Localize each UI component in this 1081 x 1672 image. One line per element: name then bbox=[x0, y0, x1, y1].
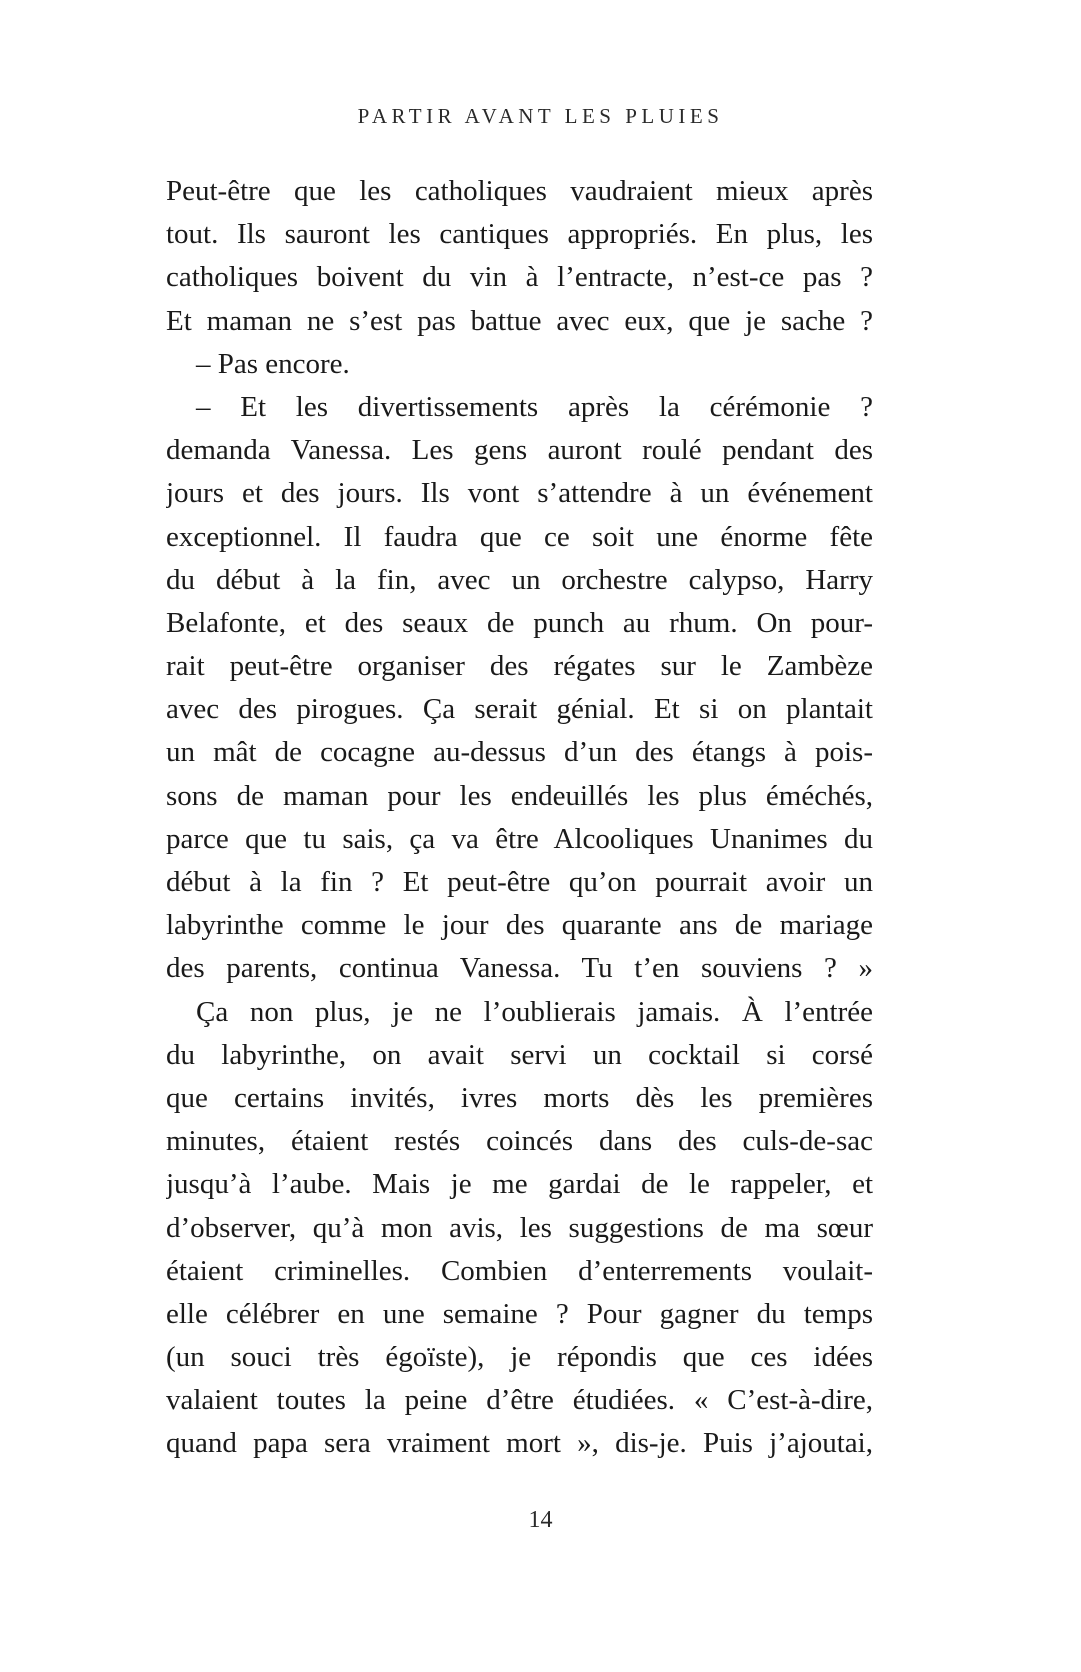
text-line: étaient criminelles. Combien d’enterrements voulait- bbox=[166, 1254, 873, 1287]
text-line: jours et des jours. Ils vont s’attendre à un événement bbox=[166, 477, 873, 510]
text-line: avec des pirogues. Ça serait génial. Et si on plantait bbox=[166, 693, 873, 726]
text-line: Peut-être que les catholiques vaudraient mieux après bbox=[166, 175, 873, 207]
text-line: minutes, étaient restés coincés dans des culs-de-sac bbox=[166, 1125, 873, 1158]
text-line: jusqu’à l’aube. Mais je me gardai de le rappeler, et bbox=[166, 1168, 873, 1201]
page-number: 14 bbox=[528, 1507, 553, 1533]
text-line: du labyrinthe, on avait servi un cocktail si corsé bbox=[166, 1038, 873, 1071]
text-line: parce que tu sais, ça va être Alcooliques Unanimes du bbox=[166, 822, 873, 855]
text-line: quand papa sera vraiment mort », dis-je. Puis j’ajoutai, bbox=[166, 1427, 873, 1460]
text-line: – Et les divertissements après la cérémonie ? bbox=[196, 390, 873, 423]
text-line: des parents, continua Vanessa. Tu t’en souviens ? » bbox=[166, 952, 873, 985]
text-line: tout. Ils sauront les cantiques appropriés. En plus, les bbox=[166, 218, 873, 251]
text-line: – Pas encore. bbox=[196, 347, 350, 380]
text-line: catholiques boivent du vin à l’entracte, n’est-ce pas ? bbox=[166, 261, 873, 294]
text-line: valaient toutes la peine d’être étudiées. « C’est-à-dire, bbox=[166, 1384, 873, 1417]
text-line: Et maman ne s’est pas battue avec eux, que je sache ? bbox=[166, 304, 873, 337]
text-line: d’observer, qu’à mon avis, les suggestions de ma sœur bbox=[166, 1211, 873, 1244]
text-line: du début à la fin, avec un orchestre calypso, Harry bbox=[166, 563, 873, 596]
text-line: Belafonte, et des seaux de punch au rhum. On pour- bbox=[166, 606, 873, 639]
text-line: sons de maman pour les endeuillés les plus éméchés, bbox=[166, 779, 873, 812]
text-line: demanda Vanessa. Les gens auront roulé pendant des bbox=[166, 434, 873, 467]
running-head: PARTIR AVANT LES PLUIES bbox=[357, 104, 724, 128]
text-line: labyrinthe comme le jour des quarante ans de mariage bbox=[166, 909, 873, 942]
body-text bbox=[166, 170, 873, 1466]
text-line: elle célébrer en une semaine ? Pour gagner du temps bbox=[166, 1297, 873, 1330]
text-line: un mât de cocagne au-dessus d’un des étangs à pois- bbox=[166, 736, 873, 769]
text-line: rait peut-être organiser des régates sur le Zambèze bbox=[166, 650, 873, 683]
text-line: début à la fin ? Et peut-être qu’on pourrait avoir un bbox=[166, 866, 873, 898]
text-line: Ça non plus, je ne l’oublierais jamais. À l’entrée bbox=[196, 995, 873, 1028]
text-line: que certains invités, ivres morts dès les premières bbox=[166, 1081, 873, 1114]
text-line: exceptionnel. Il faudra que ce soit une énorme fête bbox=[166, 520, 873, 553]
text-line: (un souci très égoïste), je répondis que ces idées bbox=[166, 1341, 873, 1374]
